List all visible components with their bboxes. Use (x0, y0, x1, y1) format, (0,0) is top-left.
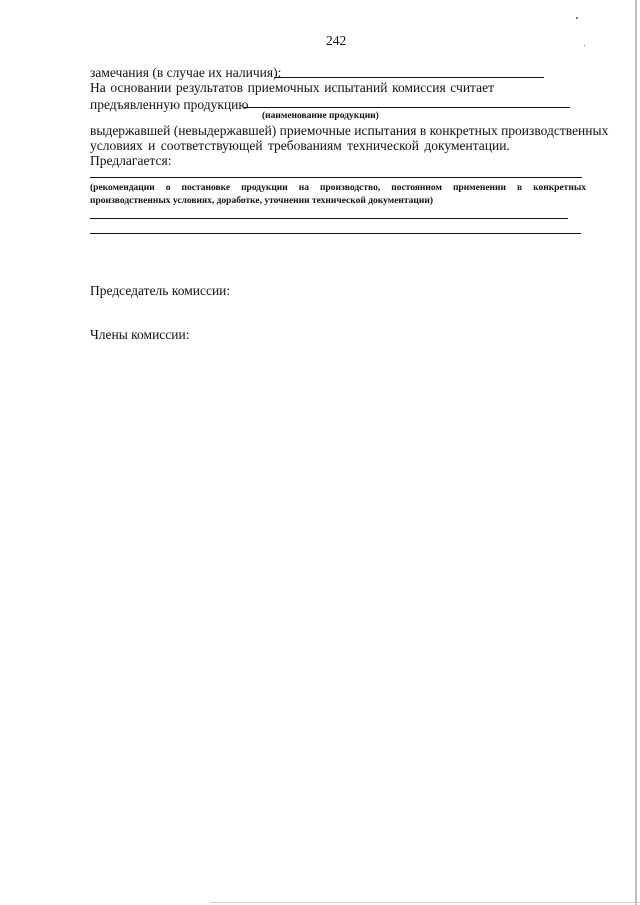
basis-line-3: выдержавшей (невыдержавшей) приемочные испытания в конкретных производственных (90, 123, 609, 138)
remarks-label: замечания (в случае их наличия): (90, 65, 282, 80)
proposal-label: Предлагается: (90, 153, 172, 168)
proposal-fill-line (90, 177, 582, 178)
proposal-caption-line-2: производственных условиях, доработке, уточнении технической документации) (90, 196, 434, 206)
basis-line-2-label: предъявленную продукцию (90, 97, 249, 112)
product-caption: (наименование продукции) (262, 111, 379, 121)
page-number: 242 (326, 33, 347, 48)
chairman-label: Председатель комиссии: (90, 283, 231, 298)
members-label: Члены комиссии: (90, 327, 190, 342)
scan-speck (576, 17, 578, 19)
scan-speck (584, 45, 585, 46)
scan-edge-right (635, 0, 637, 905)
scan-edge-bottom (210, 902, 640, 903)
basis-line-4: условиях и соответствующей требованиям технической документации. (90, 138, 510, 153)
proposal-caption-line-1: (рекомендации о постановке продукции на производство, постоянном применении в конкретных (90, 183, 586, 193)
basis-line-1: На основании результатов приемочных испытаний комиссия считает (90, 80, 494, 95)
proposal-extra-line-2 (90, 233, 581, 234)
product-fill-line (244, 107, 570, 108)
remarks-fill-line (274, 77, 544, 78)
proposal-extra-line-1 (90, 218, 568, 219)
